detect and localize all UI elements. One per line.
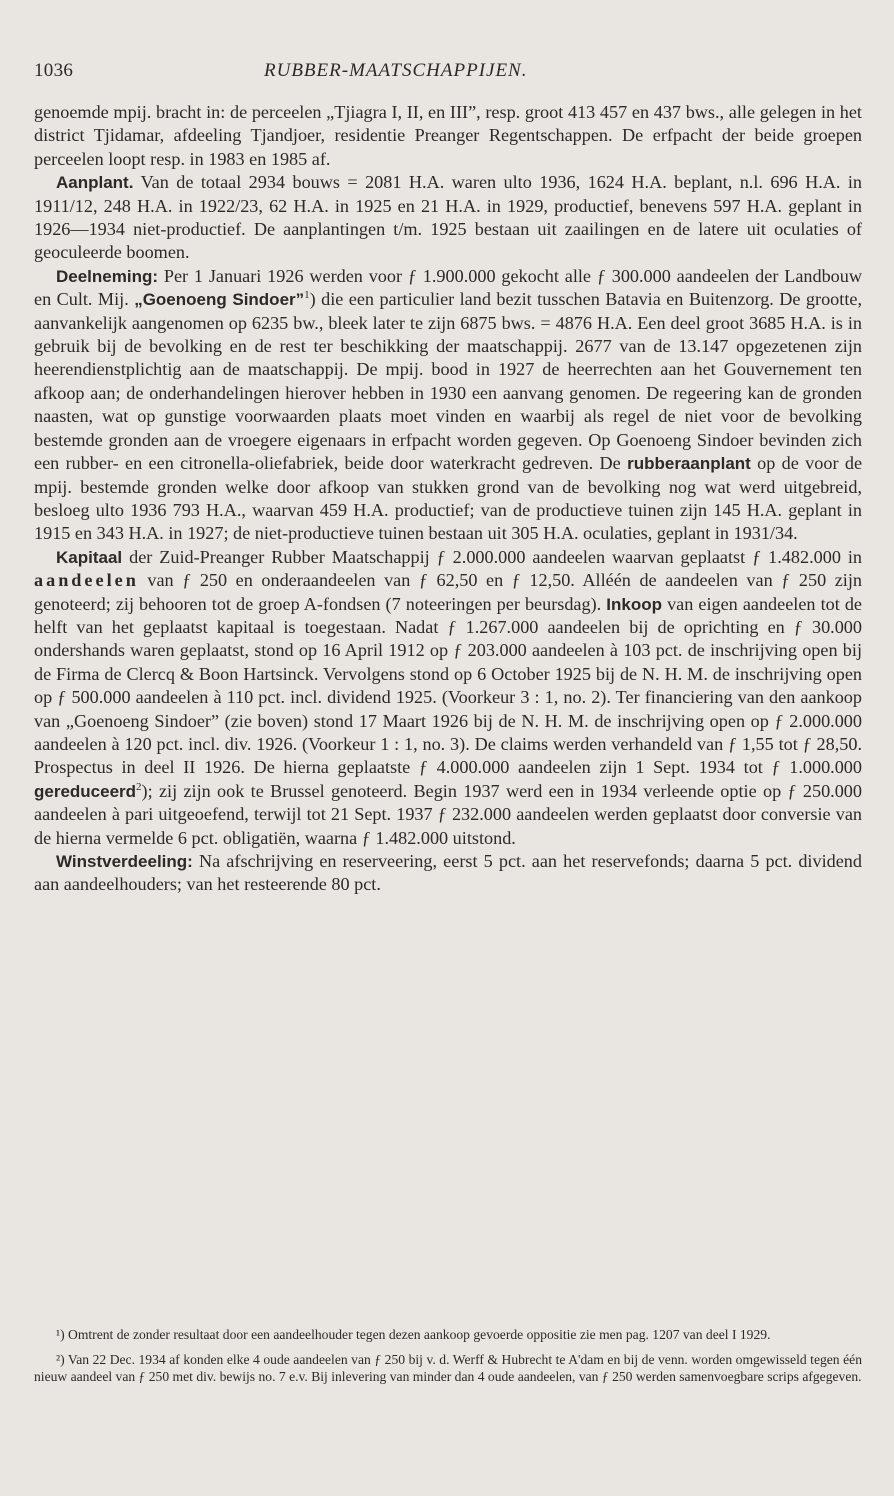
footnote-ref-2: 2: [136, 780, 142, 793]
winstverdeeling-text: Na afschrijving en reserveering, eerst 5 pct. aan het reservefonds; daarna 5 pct. dividend aan aandeelhouders; van het resteerende 80 pct.: [34, 851, 862, 895]
footnote-1-mark: ¹): [56, 1327, 65, 1342]
aandeelen-spaced: aandeelen: [34, 570, 139, 591]
gereduceerd-term: gereduceerd: [34, 781, 137, 801]
inkoop-heading: Inkoop: [606, 594, 662, 614]
deelneming-text-1: Per 1 Januari 1926 werden voor ƒ 1.900.000 gekocht alle ƒ 300.000 aandeelen der Landbouw en Cult. Mij.: [34, 265, 863, 310]
running-title: RUBBER-MAATSCHAPPIJEN.: [264, 60, 528, 81]
rubberaanplant-term: rubberaanplant: [627, 454, 751, 474]
kapitaal-text-2: van ƒ 250 en onderaandeelen van ƒ 62,50 en ƒ 12,50. Alléén de aandeelen van ƒ 250 zijn genoteerd; zij behooren tot de groep A-fondsen (7 noteeringen per beursdag).: [34, 570, 862, 614]
footnote-2: [34, 1352, 862, 1386]
footnote-1-text: Omtrent de zonder resultaat door een aandeelhouder tegen dezen aankoop gevoerde oppositie zie men pag. 1207 van deel I 1929.: [68, 1327, 771, 1342]
paragraph-intro: [34, 101, 862, 171]
kapitaal-text-1: der Zuid-Preanger Rubber Maatschappij ƒ 2.000.000 aandeelen waarvan geplaatst ƒ 1.482.000 in: [129, 546, 863, 567]
paragraph-kapitaal: [34, 546, 862, 850]
body-text: [34, 101, 862, 897]
paragraph-winstverdeeling: [34, 850, 862, 897]
deelneming-text-2: ) die een particulier land bezit tusschen Batavia en Buitenzorg. De grootte, aanvankelijk aangenomen op 6235 bw., bleek later te zijn 6875 bws. = 4876 H.A. Een deel groot 3685 H.A. is in gebruik bij de bevolking en de rest ter beschikking der maatschappij. 2677 van de 13.147 opgezetenen zijn heerendienstplichtig aan de maatschappij. De mpij. bood in 1927 de heerrechten aan het Gouvernement ten afkoop aan; de onderhandelingen hierover hebben in 1930 een aanvang genomen. De regeering kan de gronden naasten, wat op gunstige voorwaarden plaats moet vinden en waarbij als regel de niet voor de bevolking bestemde gronden aan de vroegere eigenaars in erfpacht worden gegeven. Op Goenoeng Sindoer bevinden zich een rubber- en een citronella-oliefabriek, beide door waterkracht gedreven. De: [34, 289, 862, 474]
page-number: 1036: [34, 60, 74, 81]
aanplant-text: Van de totaal 2934 bouws = 2081 H.A. waren ulto 1936, 1624 H.A. beplant, n.l. 696 H.A. in 1911/12, 248 H.A. in 1922/23, 62 H.A. in 1925 en 21 H.A. in 1929, productief, benevens 597 H.A. geplant in 1926—1934 niet-productief. De aanplantingen t/m. 1925 bestaan uit zaailingen en de latere uit oculaties of geoculeerde boomen.: [34, 172, 862, 263]
kapitaal-heading: Kapitaal: [56, 547, 123, 567]
aanplant-heading: Aanplant.: [56, 173, 134, 193]
footnotes: [34, 1327, 862, 1393]
footnote-2-mark: ²): [56, 1351, 65, 1367]
paragraph-aanplant: [34, 171, 862, 265]
deelneming-heading: Deelneming:: [56, 266, 159, 286]
footnote-2-text: Van 22 Dec. 1934 af konden elke 4 oude aandeelen van ƒ 250 bij v. d. Werff & Hubrecht te A'dam en bij de venn. worden omgewisseld tegen één nieuw aandeel van ƒ 250 met div. bewijs no. 7 e.v. Bij inlevering van minder dan 4 oude aandeelen, van ƒ 250 werden samenvoegbare scrips afgegeven.: [34, 1351, 862, 1384]
kapitaal-text-3: van eigen aandeelen tot de helft van het geplaatst kapitaal is toegestaan. Nadat ƒ 1.267.000 aandeelen bij de oprichting en ƒ 30.000 ondershands waren geplaatst, stond op 16 April 1912 op ƒ 203.000 aandeelen à 103 pct. de inschrijving open bij de Firma de Clercq & Boon Hartsinck. Vervolgens stond op 6 October 1925 bij de N. H. M. de inschrijving open op ƒ 500.000 aandeelen à 110 pct. incl. dividend 1925. (Voorkeur 3 : 1, no. 2). Ter financiering van den aankoop van „Goenoeng Sindoer” (zie boven) stond 17 Maart 1926 bij de N. H. M. de inschrijving open op ƒ 2.000.000 aandeelen à 120 pct. incl. div. 1926. (Voorkeur 1 : 1, no. 3). De claims werden verhandeld van ƒ 1,55 tot ƒ 28,50. Prospectus in deel II 1926. De hierna geplaatste ƒ 4.000.000 aandeelen zijn 1 Sept. 1934 tot ƒ 1.000.000: [34, 593, 863, 778]
goenoeng-sindoer-name: „Goenoeng Sindoer”: [134, 290, 305, 310]
winstverdeeling-heading: Winstverdeeling:: [56, 852, 193, 871]
kapitaal-text-4: ); zij zijn ook te Brussel genoteerd. Begin 1937 werd een in 1934 verleende optie op ƒ 250.000 aandeelen à pari uitgeoefend, terwijl tot 21 Sept. 1937 ƒ 232.000 aandeelen werden geplaatst door conversie van de hierna vermelde 6 pct. obligatiën, waarna ƒ 1.482.000 uitstond.: [34, 780, 862, 848]
footnote-1: [34, 1327, 862, 1344]
paragraph-deelneming: [34, 265, 862, 546]
deelneming-text-3: op de voor de mpij. bestemde gronden welke door afkoop van stukken grond van de bevolking nog wat werd uitgebreid, besloeg ulto 1936 793 H.A., waarvan 459 H.A. productief; van de productieve tuinen zijn 145 H.A. geplant in 1915 en 343 H.A. in 1927; de niet-productieve tuinen bestaan uit 305 H.A. oculaties, geplant in 1931/34.: [34, 453, 863, 544]
paragraph-intro-text: genoemde mpij. bracht in: de perceelen „Tjiagra I, II, en III”, resp. groot 413 457 en 437 bws., alle gelegen in het district Tjidamar, afdeeling Tjandjoer, residentie Preanger Regentschappen. De erfpacht der beide groepen perceelen loopt resp. in 1983 en 1985 af.: [34, 102, 862, 169]
footnote-ref-1: 1: [304, 289, 310, 302]
page-header: [34, 60, 860, 82]
